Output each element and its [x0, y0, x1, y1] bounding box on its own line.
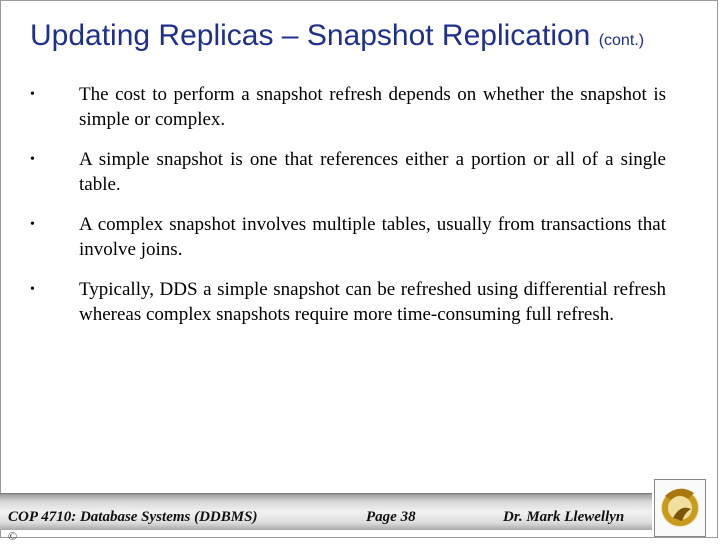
bullet-text: A complex snapshot involves multiple tables, usually from transactions that involve joins.: [79, 214, 666, 260]
bullet-text: A simple snapshot is one that references either a portion or all of a single table.: [79, 149, 666, 195]
bullet-dot-icon: •: [30, 152, 35, 167]
slide-title-suffix: (cont.): [598, 32, 645, 49]
bullet-dot-icon: •: [30, 87, 35, 102]
bullet-list: [30, 82, 666, 342]
bullet-item: [30, 147, 666, 197]
slide-title-main: Updating Replicas – Snapshot Replication: [30, 19, 591, 52]
bullet-item: [30, 277, 666, 327]
bullet-item: [30, 82, 666, 132]
bullet-dot-icon: •: [30, 282, 35, 297]
footer-course: COP 4710: Database Systems (DDBMS): [8, 509, 258, 525]
bullet-item: [30, 212, 666, 262]
footer-page-number: Page 38: [366, 509, 416, 525]
bullet-text: Typically, DDS a simple snapshot can be refreshed using differential refresh whereas complex snapshots require more time-consuming full refresh.: [79, 279, 666, 325]
copyright-symbol: ©: [8, 529, 18, 543]
slide-title: [30, 14, 710, 63]
ucf-pegasus-logo-icon: [654, 479, 706, 537]
bullet-dot-icon: •: [30, 217, 35, 232]
bullet-text: The cost to perform a snapshot refresh depends on whether the snapshot is simple or complex.: [79, 84, 666, 130]
footer-author: Dr. Mark Llewellyn: [503, 509, 625, 525]
